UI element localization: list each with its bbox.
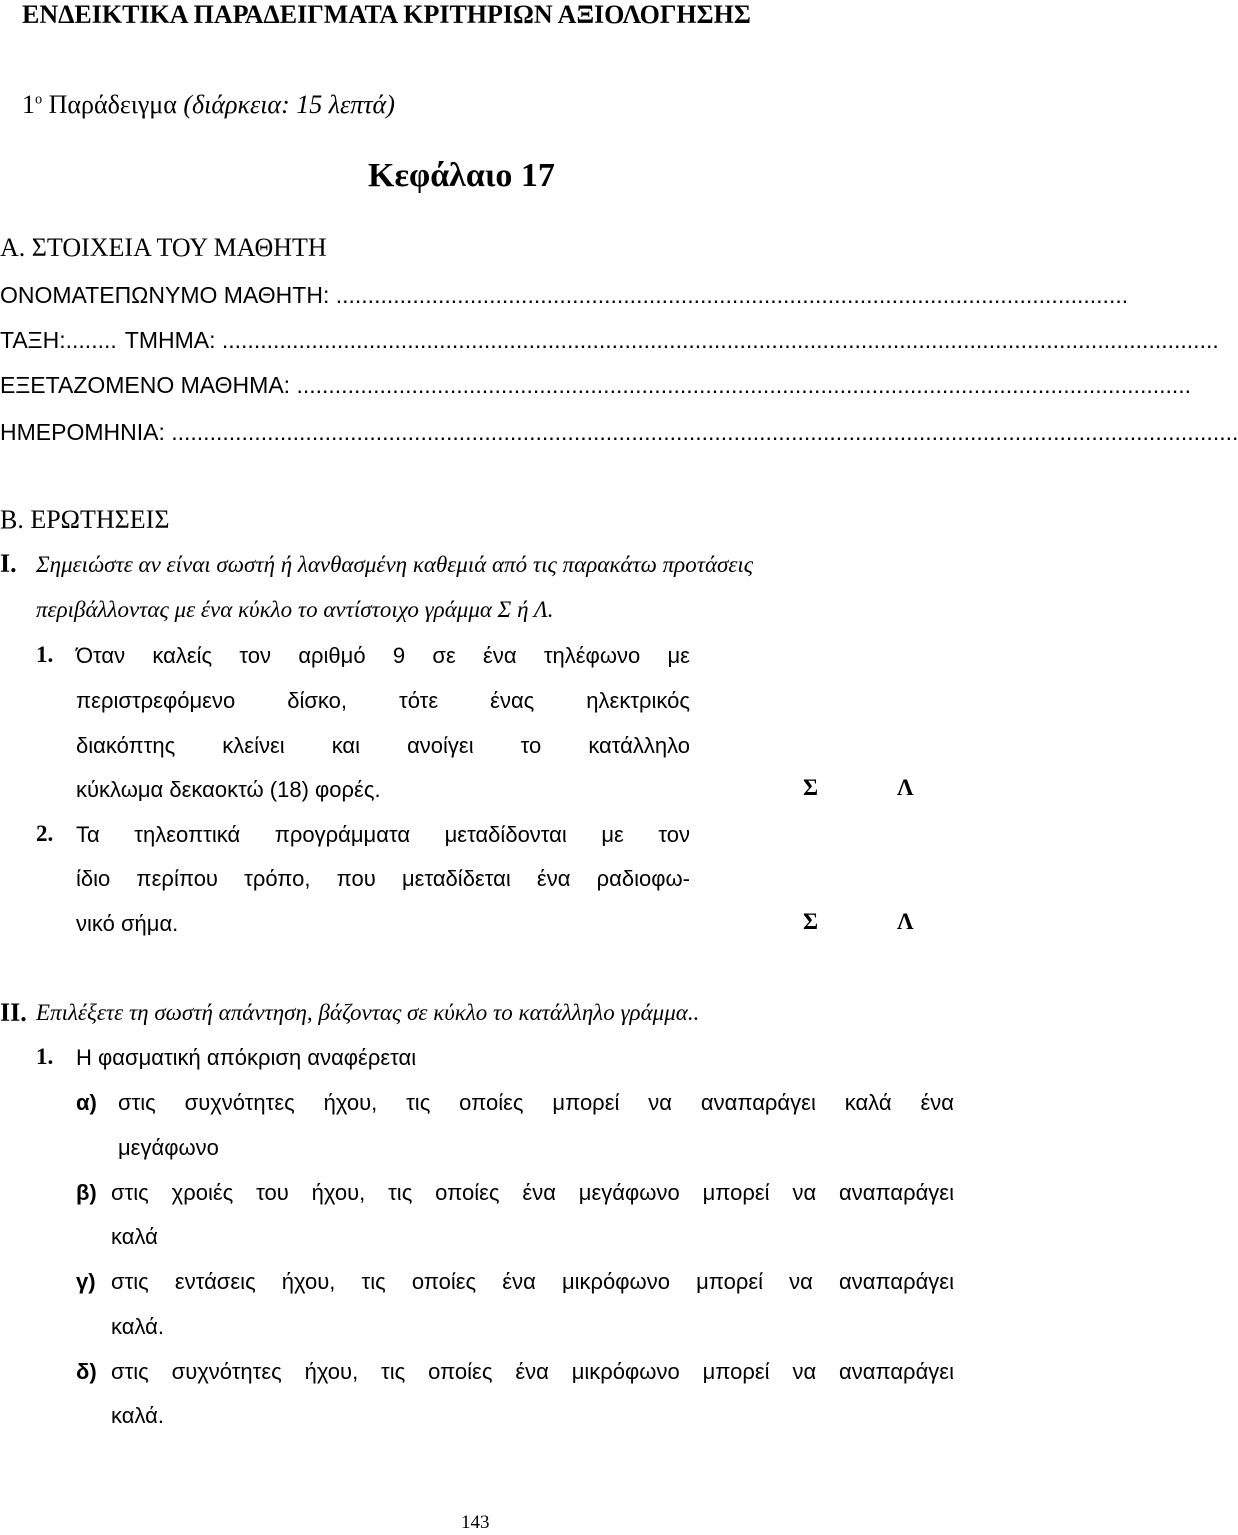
part2-instruction: Επιλέξετε τη σωστή απάντηση, βάζοντας σε κύκλο το κατάλληλο γράμμα.. (36, 1000, 700, 1025)
example-heading (22, 90, 395, 120)
section-label: ΤΜΗΜΑ: (124, 327, 216, 353)
tf-item-1-line4: κύκλωμα δεκαοκτώ (18) φορές. (76, 777, 381, 802)
student-name-label: ΟΝΟΜΑΤΕΠΩΝΥΜΟ ΜΑΘΗΤΗ: (0, 282, 330, 308)
option-b-line1: στις χροιές του ήχου, τις οποίες ένα μεγάφωνο μπορεί να αναπαράγει (111, 1180, 954, 1205)
option-c-line2: καλά. (111, 1314, 164, 1339)
date-dots: ....................................................................................................................................................................... (164, 419, 1238, 445)
tf-item-2-line2: ίδιο περίπου τρόπο, που μεταδίδεται ένα ραδιοφω- (76, 866, 690, 891)
date-field[interactable] (0, 419, 1238, 446)
part1-instruction-line1: Σημειώστε αν είναι σωστή ή λανθασμένη καθεμιά από τις παρακάτω προτάσεις (36, 552, 754, 577)
option-c-letter[interactable]: γ) (76, 1269, 96, 1294)
class-section-field[interactable] (0, 327, 1219, 354)
class-label: ΤΑΞΗ: (0, 327, 66, 353)
part1-number: Ι. (0, 549, 17, 578)
option-a-line2: μεγάφωνο (118, 1135, 219, 1160)
subject-field[interactable] (0, 372, 1192, 399)
tf-item-2-line1: Τα τηλεοπτικά προγράμματα μεταδίδονται με τον (76, 822, 690, 847)
section-dots: ............................................................................................................................................................ (215, 327, 1219, 353)
page-title: ΕΝΔΕΙΚΤΙΚΑ ΠΑΡΑΔΕΙΓΜΑΤΑ ΚΡΙΤΗΡΙΩΝ ΑΞΙΟΛΟΓΗΣΗΣ (22, 0, 751, 29)
tf-item-2-true-option[interactable]: Σ (803, 909, 819, 934)
option-c-line1: στις εντάσεις ήχου, τις οποίες ένα μικρόφωνο μπορεί να αναπαράγει (111, 1269, 954, 1294)
subject-dots: ............................................................................................................................................ (290, 372, 1192, 398)
option-a-letter[interactable]: α) (76, 1090, 97, 1115)
part2-number: ΙΙ. (0, 998, 27, 1027)
tf-item-1-true-option[interactable]: Σ (803, 775, 819, 800)
questions-heading: Β. ΕΡΩΤΗΣΕΙΣ (0, 505, 170, 534)
option-b-line2: καλά (111, 1224, 158, 1249)
option-d-line1: στις συχνότητες ήχου, τις οποίες ένα μικρόφωνο μπορεί να αναπαράγει (111, 1359, 954, 1384)
part1-instruction-line2: περιβάλλοντας με ένα κύκλο το αντίστοιχο γράμμα Σ ή Λ. (36, 597, 554, 622)
tf-item-1-line3: διακόπτης κλείνει και ανοίγει το κατάλληλο (76, 733, 690, 758)
tf-item-2-false-option[interactable]: Λ (897, 909, 914, 934)
tf-item-2-number: 2. (36, 821, 54, 846)
date-label: ΗΜΕΡΟΜΗΝΙΑ: (0, 419, 165, 445)
student-name-dots: ............................................................................................................................ (329, 282, 1129, 308)
mc-item-1-text: Η φασματική απόκριση αναφέρεται (76, 1045, 417, 1070)
page-number: 143 (461, 1512, 490, 1533)
tf-item-2-line3: νικό σήμα. (76, 911, 179, 936)
option-d-line2: καλά. (111, 1403, 164, 1428)
class-dots: ........ (65, 327, 117, 353)
student-section-heading: Α. ΣΤΟΙΧΕΙΑ ΤΟΥ ΜΑΘΗΤΗ (0, 233, 327, 262)
subject-label: ΕΞΕΤΑΖΟΜΕΝΟ ΜΑΘΗΜΑ: (0, 372, 291, 398)
tf-item-1-number: 1. (36, 642, 54, 667)
mc-item-1-number: 1. (36, 1044, 54, 1069)
student-name-field[interactable] (0, 282, 1129, 309)
tf-item-1-false-option[interactable]: Λ (897, 775, 914, 800)
option-b-letter[interactable]: β) (76, 1180, 97, 1205)
example-number: 1 (22, 90, 35, 119)
chapter-title: Κεφάλαιο 17 (368, 157, 555, 194)
example-duration: (διάρκεια: 15 λεπτά) (183, 90, 395, 119)
tf-item-1-line1: Όταν καλείς τον αριθμό 9 σε ένα τηλέφωνο με (76, 643, 690, 668)
example-ordinal-sup: ο (35, 91, 43, 108)
example-word: Παράδειγμα (42, 90, 184, 119)
option-d-letter[interactable]: δ) (76, 1359, 97, 1384)
option-a-line1: στις συχνότητες ήχου, τις οποίες μπορεί να αναπαράγει καλά ένα (118, 1090, 954, 1115)
tf-item-1-line2: περιστρεφόμενο δίσκο, τότε ένας ηλεκτρικός (76, 688, 690, 713)
